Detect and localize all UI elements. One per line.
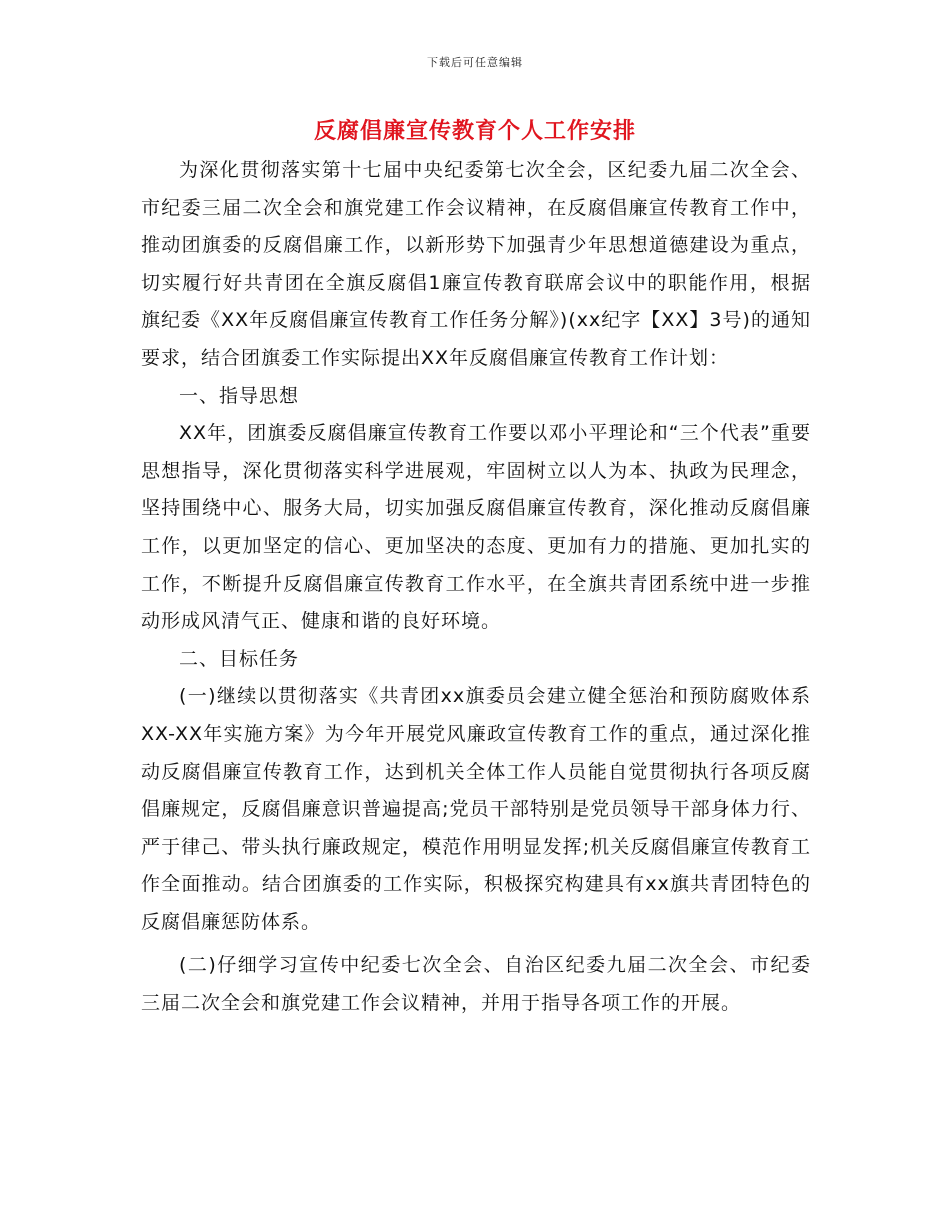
section-heading-goals: 二、目标任务 [179,647,300,670]
guiding-thought-paragraph: XX年，团旗委反腐倡廉宣传教育工作要以邓小平理论和“三个代表”重要思想指导，深化贯彻落实科学进展观，牢固树立以人为本、执政为民理念，坚持围绕中心、服务大局，切实加强反腐倡廉宣传教育，深化推动反腐倡廉工作，以更加坚定的信心、更加坚决的态度、更加有力的措施、更加扎实的工作，不断提升反腐倡廉宣传教育工作水平，在全旗共青团系统中进一步推动形成风清气正、健康和谐的良好环境。 [141,422,811,633]
header-note: 下载后可任意编辑 [427,56,523,69]
section-heading-guiding-thought: 一、指导思想 [179,384,300,407]
goal-item-2: (二)仔细学习宣传中纪委七次全会、自治区纪委九届二次全会、市纪委三届二次全会和旗党建工作会议精神，并用于指导各项工作的开展。 [141,954,811,1015]
goal-item-1: (一)继续以贯彻落实《共青团xx旗委员会建立健全惩治和预防腐败体系XX-XX年实施方案》为今年开展党风廉政宣传教育工作的重点，通过深化推动反腐倡廉宣传教育工作，达到机关全体工作人员能自觉贯彻执行各项反腐倡廉规定，反腐倡廉意识普遍提高;党员干部特别是党员领导干部身体力行、严于律己、带头执行廉政规定，模范作用明显发挥;机关反腐倡廉宣传教育工作全面推动。结合团旗委的工作实际，积极探究构建具有xx旗共青团特色的反腐倡廉惩防体系。 [141,685,811,933]
document-title: 反腐倡廉宣传教育个人工作安排 [313,119,636,144]
document-body [141,152,811,1023]
intro-paragraph: 为深化贯彻落实第十七届中央纪委第七次全会，区纪委九届二次全会、市纪委三届二次全会和旗党建工作会议精神，在反腐倡廉宣传教育工作中，推动团旗委的反腐倡廉工作，以新形势下加强青少年思想道德建设为重点，切实履行好共青团在全旗反腐倡1廉宣传教育联席会议中的职能作用，根据旗纪委《XX年反腐倡廉宣传教育工作任务分解》)(xx纪字【XX】3号)的通知要求，结合团旗委工作实际提出XX年反腐倡廉宣传教育工作计划： [141,159,811,369]
